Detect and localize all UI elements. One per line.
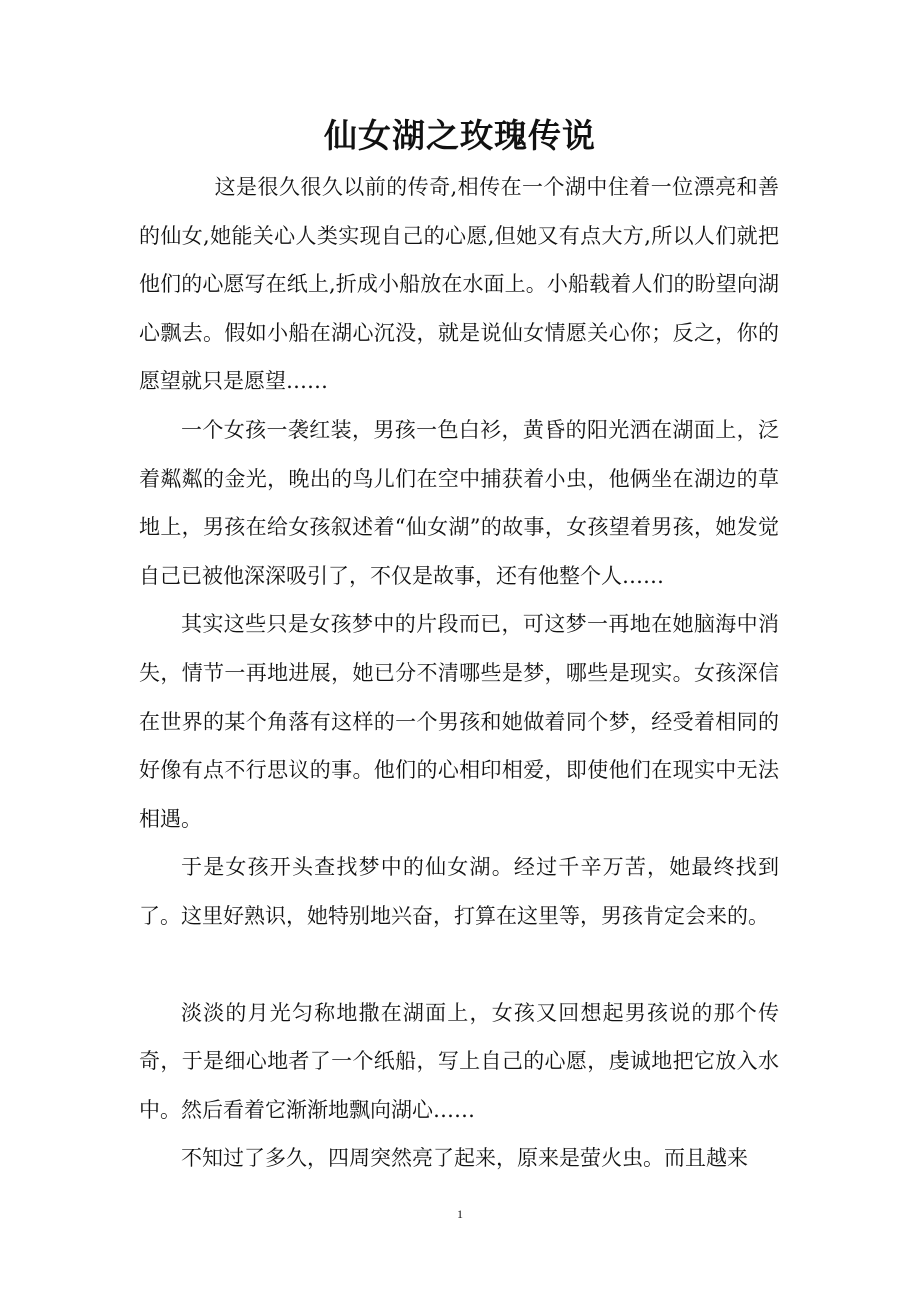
paragraph: 其实这些只是女孩梦中的片段而已，可这梦一再地在她脑海中消失，情节一再地进展，她已分不清哪些是梦，哪些是现实。女孩深信在世界的某个角落有这样的一个男孩和她做着同个梦，经受着相同的好像有点不行思议的事。他们的心相印相爱，即使他们在现实中无法相遇。 (139, 612, 779, 831)
paragraph: 不知过了多久，四周突然亮了起来，原来是萤火虫。而且越来 (181, 1146, 748, 1171)
paragraph: 这是很久很久以前的传奇,相传在一个湖中住着一位漂亮和善的仙女,她能关心人类实现自己的心愿,但她又有点大方,所以人们就把他们的心愿写在纸上,折成小船放在水面上。小船载着人们的盼望向湖心飘去。假如小船在湖心沉没，就是说仙女情愿关心你；反之，你的愿望就只是愿望…… (139, 175, 779, 394)
document-title: 仙女湖之玫瑰传说 (324, 116, 596, 155)
page-number: 1 (457, 1207, 463, 1221)
paragraph: 一个女孩一袭红装，男孩一色白衫，黄昏的阳光洒在湖面上，泛着粼粼的金光，晚出的鸟儿们在空中捕获着小虫，他俩坐在湖边的草地上，男孩在给女孩叙述着“仙女湖”的故事，女孩望着男孩，她发觉自己已被他深深吸引了，不仅是故事，还有他整个人…… (139, 417, 779, 588)
paragraph: 于是女孩开头查找梦中的仙女湖。经过千辛万苦，她最终找到了。这里好熟识，她特别地兴奋，打算在这里等，男孩肯定会来的。 (139, 855, 779, 928)
paragraph: 淡淡的月光匀称地撒在湖面上，女孩又回想起男孩说的那个传奇，于是细心地者了一个纸船，写上自己的心愿，虔诚地把它放入水中。然后看着它渐渐地飘向湖心…… (139, 1000, 779, 1122)
document-body (139, 163, 779, 1183)
